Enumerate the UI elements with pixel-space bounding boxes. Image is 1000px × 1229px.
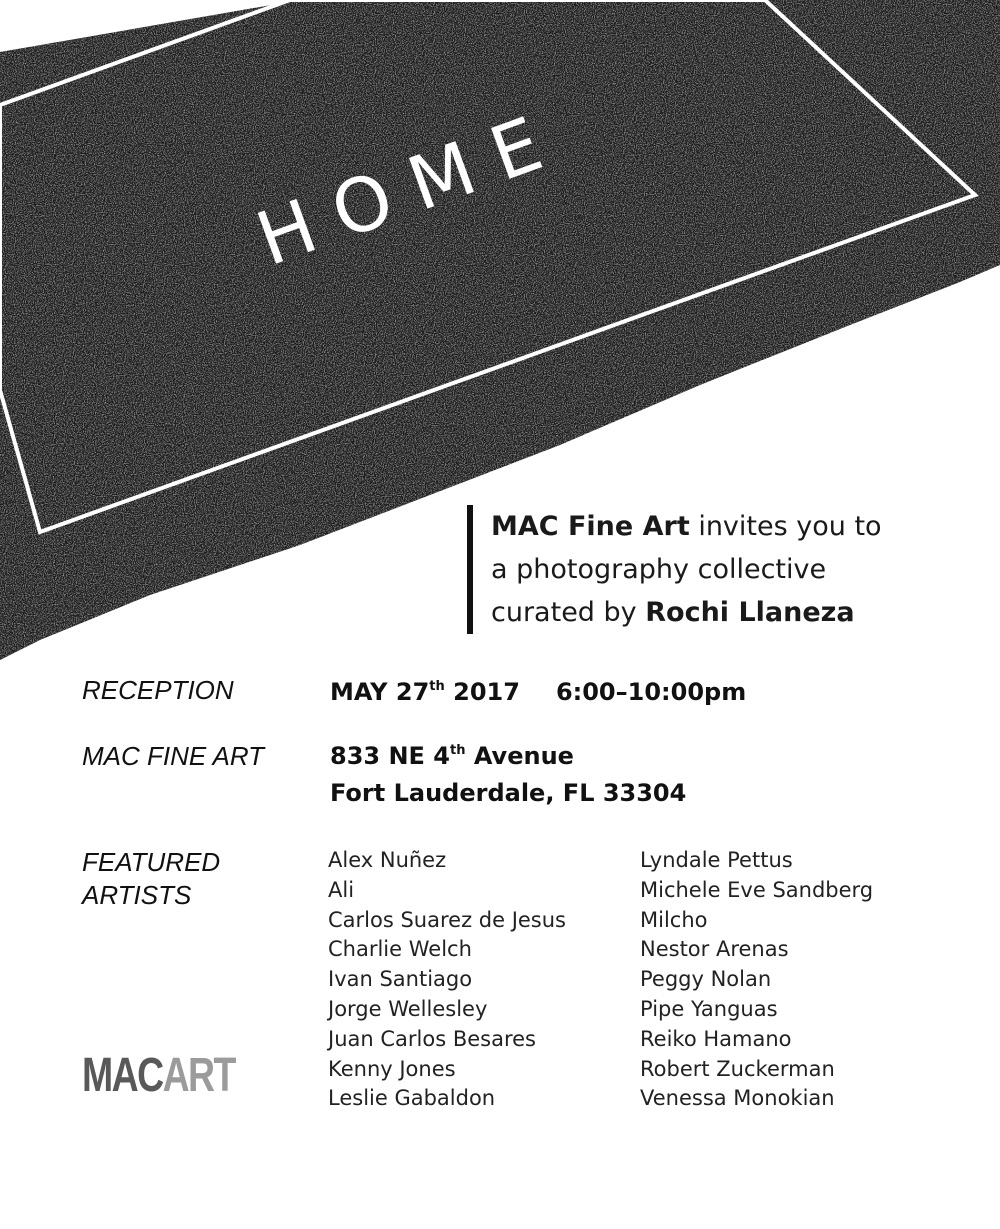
reception-datetime xyxy=(330,674,746,711)
venue-city: Fort Lauderdale, FL 33304 xyxy=(330,779,687,807)
venue-street: 833 NE 4th Avenue xyxy=(330,742,574,770)
artist-name: Juan Carlos Besares xyxy=(328,1026,536,1051)
featured-artists-label: FEATURED ARTISTS xyxy=(82,847,221,910)
artist-name: Leslie Gabaldon xyxy=(328,1086,496,1111)
artist-name: Pipe Yanguas xyxy=(640,996,778,1021)
artist-name: Kenny Jones xyxy=(328,1056,456,1081)
reception-time: 6:00–10:00pm xyxy=(555,678,747,706)
artist-name: Ali xyxy=(328,877,355,902)
artist-name: Robert Zuckerman xyxy=(640,1056,835,1081)
artist-name: Carlos Suarez de Jesus xyxy=(328,907,566,932)
artists-column-2 xyxy=(640,846,873,1114)
artist-name: Nestor Arenas xyxy=(640,937,789,962)
artists-column-1 xyxy=(328,846,566,1114)
reception-year: 2017 xyxy=(444,678,520,706)
artist-name: Reiko Hamano xyxy=(640,1026,792,1051)
artist-name: Michele Eve Sandberg xyxy=(640,877,874,902)
artist-name: Peggy Nolan xyxy=(640,967,772,992)
artist-name: Ivan Santiago xyxy=(328,967,473,992)
venue-address xyxy=(330,738,686,812)
invite-line1: invites you to xyxy=(689,511,882,542)
invite-line3: curated by xyxy=(491,597,646,628)
artist-name: Alex Nuñez xyxy=(328,848,447,872)
curator-name: Rochi Llaneza xyxy=(645,597,855,628)
invite-line2: a photography collective xyxy=(491,554,827,585)
reception-label: RECEPTION xyxy=(82,675,234,705)
doormat-word: H O M E xyxy=(246,101,553,284)
reception-date: MAY 27 xyxy=(330,678,430,706)
artist-name: Jorge Wellesley xyxy=(328,996,488,1021)
artist-name: Milcho xyxy=(640,907,708,932)
venue-label: MAC FINE ART xyxy=(82,741,265,771)
invitation-text xyxy=(467,505,991,634)
artist-name: Charlie Welch xyxy=(328,937,472,962)
reception-date-suffix: th xyxy=(429,679,445,694)
host-name: MAC Fine Art xyxy=(491,511,690,542)
artist-name: Lyndale Pettus xyxy=(640,848,793,872)
macart-logo: MACART xyxy=(82,1049,235,1102)
artist-name: Venessa Monokian xyxy=(640,1086,835,1111)
